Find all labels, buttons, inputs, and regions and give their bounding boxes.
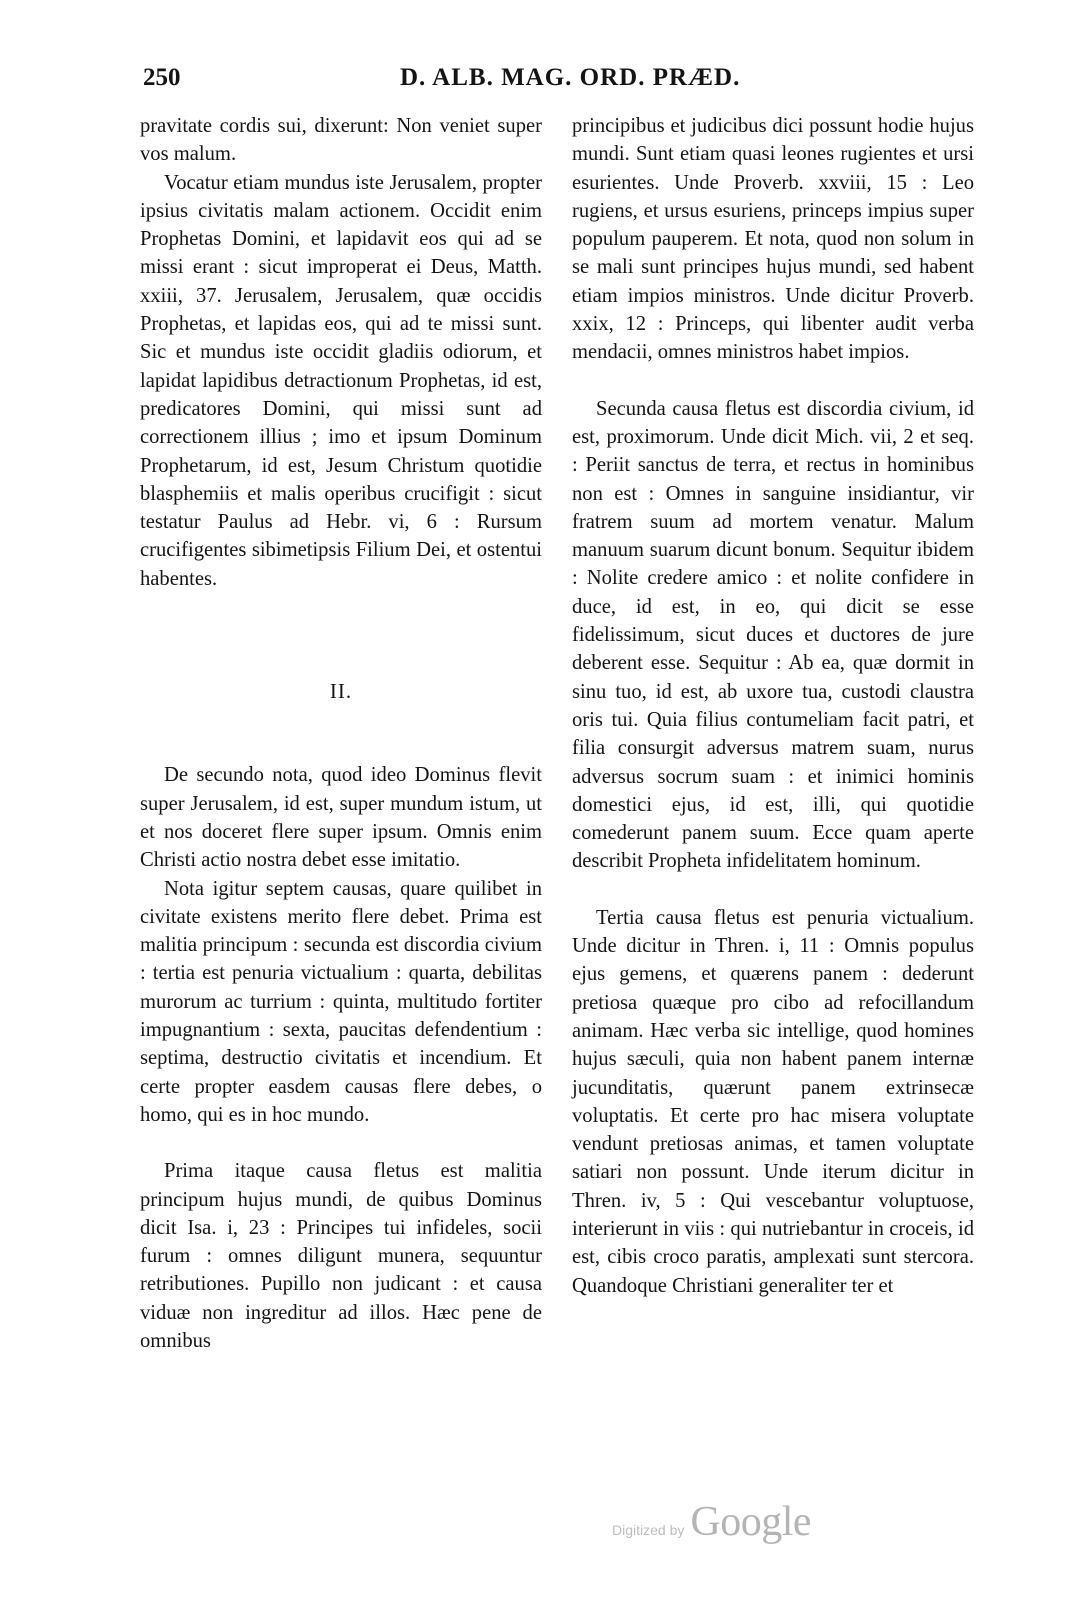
paragraph: Vocatur etiam mundus iste Jerusalem, propter ipsius civitatis malam actionem. Occidit enim Prophetas Domini, et lapidavit eos qui ad se missi erant : sicut improperat ei Deus, Matth. xxiii, 37. Jerusalem, Jerusalem, quæ occidis Prophetas, et lapidas eos, qui ad te missi sunt. Sic et mundus iste occidit gladiis odiorum, et lapidat lapidibus detractionum Prophetas, id est, predicatores Domini, qui missi sunt ad correctionem illius ; imo et ipsum Dominum Prophetarum, id est, Jesum Christum quotidie blasphemiis et malis operibus crucifigit : sicut testatur Paulus ad Hebr. vi, 6 : Rursum crucifigentes sibimetipsis Filium Dei, et ostentui habentes.	[140, 171, 542, 590]
paragraph: Prima itaque causa fletus est malitia principum hujus mundi, de quibus Dominus dicit Isa. i, 23 : Principes tui infideles, socii furum : omnes diligunt munera, sequuntur retributiones. Pupillo non judicant : et causa viduæ non ingreditur ad illos. Hæc pene de omnibus	[140, 1160, 542, 1352]
paragraph: Tertia causa fletus est penuria victualium. Unde dicitur in Thren. i, 11 : Omnis populus ejus gemens, et quærens panem : dederunt pretiosa quæque pro cibo ad refocillandum animam. Hæc verba sic intellige, quod homines hujus sæculi, quia non habent panem internæ jucunditatis, quærunt panem extrinsecæ voluptatis. Et certe pro hac misera voluptate vendunt pretiosas animas, et tamen voluptate satiari non possunt. Unde iterum dicitur in Thren. iv, 5 : Qui vescebantur voluptuose, interierunt in viis : qui nutriebantur in croceis, id est, cibis croco paratis, amplexati sunt stercora. Quandoque Christiani generaliter ter et	[572, 906, 974, 1297]
section-heading: II.	[329, 679, 353, 704]
paragraph: principibus et judicibus dici possunt hodie hujus mundi. Sunt etiam quasi leones rugientes et ursi esurientes. Unde Proverb. xxviii, 15 : Leo rugiens, et ursus esuriens, princeps impius super populum pauperem. Et nota, quod non solum in se mali sunt principes hujus mundi, sed habent etiam impios ministros. Unde dicitur Proverb. xxix, 12 : Princeps, qui libenter audit verba mendacii, omnes ministros habet impios.	[572, 115, 974, 364]
paragraph: De secundo nota, quod ideo Dominus flevit super Jerusalem, id est, super mundum istum, ut et nos doceret flere super ipsum. Omnis enim Christi actio nostra debet esse imitatio.	[140, 764, 542, 872]
right-column	[572, 112, 974, 1300]
page-number: 250	[143, 64, 181, 91]
running-title: D. ALB. MAG. ORD. PRÆD.	[400, 64, 741, 91]
paragraph: pravitate cordis sui, dixerunt: Non veniet super vos malum.	[140, 115, 542, 166]
paragraph: Secunda causa fletus est discordia civium, id est, proximorum. Unde dicit Mich. vii, 2 et seq. : Periit sanctus de terra, et rectus in hominibus non est : Omnes in sanguine insidiantur, vir fratrem suum ad mortem venatur. Malum manuum suarum dicunt bonum. Sequitur ibidem : Nolite credere amico : et nolite confidere in duce, id est, in eo, qui dicit se esse fidelissimum, sicut duces et ductores de jure deberent esse. Sequitur : Ab ea, quæ dormit in sinu tuo, id est, ab uxore tua, custodi claustra oris tui. Quia filius contumeliam facit patri, et filia consurgit adversus matrem suam, nurus adversus socrum suam : et inimici hominis domestici ejus, id est, illi, qui quotidie comederunt panem suum. Ecce quam aperte describit Propheta infidelitatem hominum.	[572, 397, 974, 873]
paragraph: Nota igitur septem causas, quare quilibet in civitate existens merito flere debet. Prima est malitia principum : secunda est discordia civium : tertia est penuria victualium : quarta, debilitas murorum ac turrium : quinta, multitudo fortiter impugnantium : sexta, paucitas defendentium : septima, destructio civitatis et incendium. Et certe propter easdem causas flere debes, o homo, qui es in hoc mundo.	[140, 877, 542, 1126]
google-logo: Google	[690, 1499, 812, 1545]
left-column	[140, 112, 542, 1355]
watermark-prefix: Digitized by	[612, 1522, 685, 1538]
digitized-by-google-watermark	[612, 1498, 811, 1546]
